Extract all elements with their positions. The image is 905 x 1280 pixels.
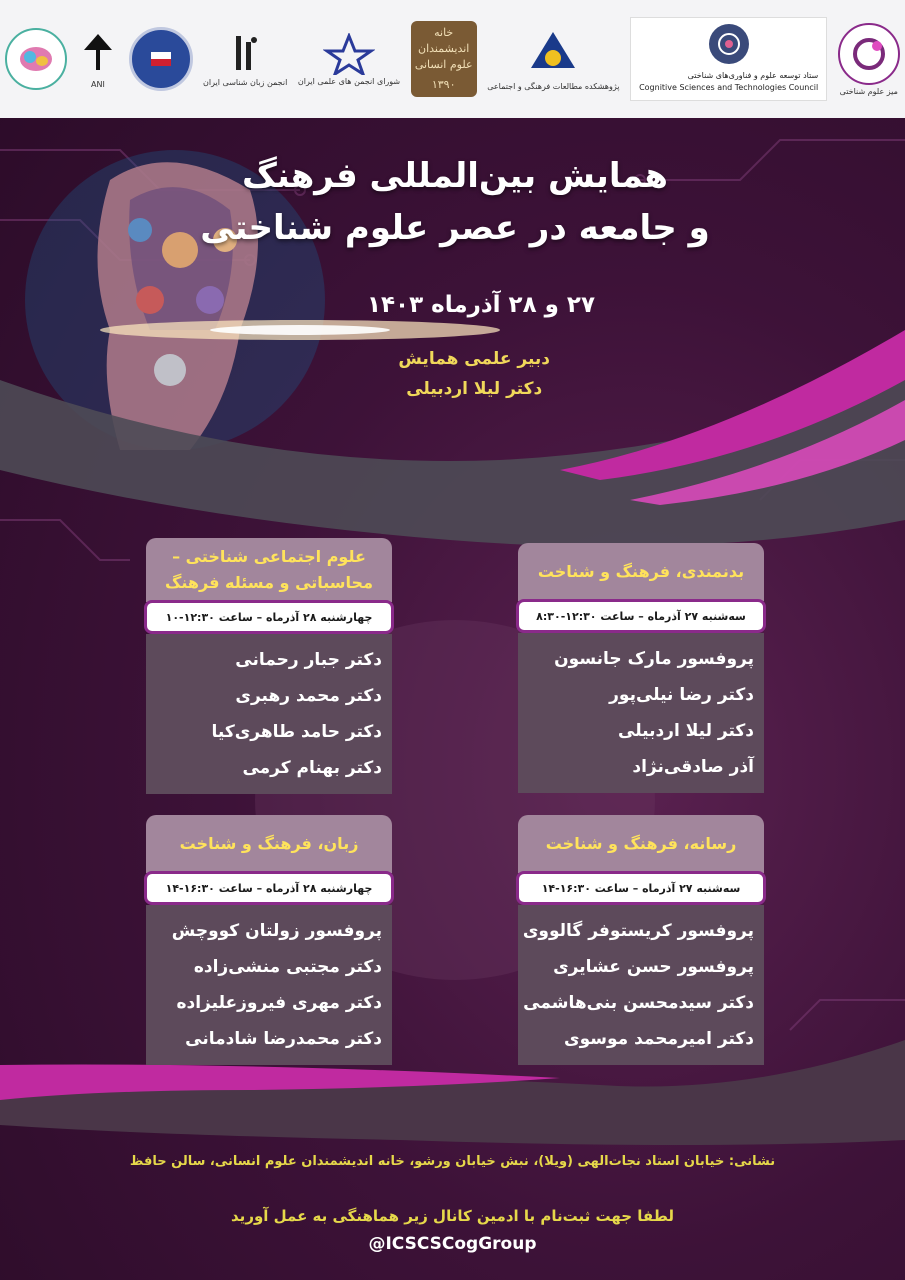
venue-address: نشانی: خیابان استاد نجات‌الهی (ویلا)، نبش خیابان ورشو، خانه اندیشمندان علوم انسانی، سالن حافظ — [129, 1154, 776, 1169]
speaker-list — [518, 905, 764, 1065]
cog-council-en: Cognitive Sciences and Technologies Council — [639, 83, 819, 92]
panel-title-line: محاسباتی و مسئله فرهنگ — [165, 573, 373, 592]
scientific-secretary — [398, 344, 550, 404]
panel-time: سه‌شنبه ۲۷ آذرماه – ساعت ۱۲:۳۰-۸:۳۰ — [516, 599, 766, 633]
logo5-text: خانه اندیشمندان علوم انسانی — [414, 26, 473, 71]
logo1-caption: ANI — [91, 79, 105, 89]
cog-council-logo — [630, 17, 827, 101]
speaker-list — [146, 634, 392, 794]
linguistics-logo — [203, 32, 287, 87]
ani-logo — [78, 30, 118, 89]
panel-title-line: رسانه، فرهنگ و شناخت — [545, 834, 737, 853]
logo4-caption: شورای انجمن های علمی ایران — [297, 76, 401, 86]
panel-language — [146, 815, 392, 1065]
speaker-name: پروفسور حسن عشایری — [553, 957, 754, 977]
secretary-label: دبیر علمی همایش — [398, 349, 550, 369]
panel-computational-social — [146, 538, 392, 794]
humanities-house-icon — [411, 21, 477, 97]
logo6-caption: پژوهشکده مطالعات فرهنگی و اجتماعی — [487, 81, 620, 91]
panel-title — [518, 543, 764, 601]
panel-title — [146, 538, 392, 602]
ani-icon — [78, 30, 118, 78]
panel-time: چهارشنبه ۲۸ آذرماه – ساعت ۱۶:۳۰-۱۴ — [144, 871, 394, 905]
speaker-name: دکتر حامد طاهری‌کیا — [211, 722, 382, 742]
cognitive-desk-logo — [838, 23, 900, 96]
speaker-name: دکتر محمدرضا شادمانی — [185, 1029, 382, 1049]
cog-council-icon — [709, 24, 749, 64]
cog-council-fa: ستاد توسعه علوم و فناوری‌های شناختی — [687, 71, 819, 80]
speaker-name: دکتر محمد رهبری — [235, 686, 382, 706]
secretary-name: دکتر لیلا اردبیلی — [406, 379, 543, 399]
title-line-2: و جامعه در عصر علوم شناختی — [200, 208, 710, 248]
brain-icon — [5, 28, 67, 90]
panel-media — [518, 815, 764, 1065]
speaker-name: پروفسور کریستوفر گالووی — [522, 921, 754, 941]
registration-notice: لطفا جهت ثبت‌نام با ادمین کانال زیر هماهنگی به عمل آورید — [231, 1207, 674, 1225]
speaker-name: دکتر رضا نیلی‌پور — [609, 685, 754, 705]
logo7-caption: میز علوم شناختی — [839, 86, 898, 96]
humanities-house-logo — [411, 21, 477, 97]
institute-logo — [487, 28, 619, 91]
panel-title-line: علوم اجتماعی شناختی – — [172, 547, 366, 566]
institute-icon — [527, 28, 579, 80]
speaker-name: دکتر مجتبی منشی‌زاده — [193, 957, 382, 977]
conference-date: ۲۷ و ۲۸ آذرماه ۱۴۰۳ — [366, 292, 595, 318]
speaker-name: دکتر جبار رحمانی — [235, 650, 382, 670]
panel-title-line: زبان، فرهنگ و شناخت — [179, 834, 359, 853]
cognitive-desk-icon — [838, 23, 900, 85]
psychology-association-icon — [129, 27, 193, 91]
speaker-name: پروفسور مارک جانسون — [554, 649, 754, 669]
brain-logo — [5, 28, 67, 90]
speaker-name: پروفسور زولتان کووچش — [171, 921, 382, 941]
panel-title-line: بدنمندی، فرهنگ و شناخت — [537, 562, 745, 581]
logo3-caption: انجمن زبان شناسی ایران — [203, 77, 288, 87]
panel-embodiment — [518, 543, 764, 793]
title-line-1: همایش بین‌المللی فرهنگ — [242, 156, 668, 196]
speaker-name: دکتر بهنام کرمی — [242, 758, 382, 778]
speaker-name: آذر صادقی‌نژاد — [632, 757, 754, 777]
speaker-list — [518, 633, 764, 793]
panel-title — [518, 815, 764, 873]
speaker-name: دکتر امیرمحمد موسوی — [564, 1029, 754, 1049]
panel-time: سه‌شنبه ۲۷ آذرماه – ساعت ۱۶:۳۰-۱۴ — [516, 871, 766, 905]
linguistics-icon — [230, 32, 260, 76]
channel-handle[interactable]: @ICSCSCogGroup — [368, 1234, 537, 1254]
speaker-name: دکتر سیدمحسن بنی‌هاشمی — [523, 993, 754, 1013]
council-associations-icon — [323, 33, 375, 75]
panel-time: چهارشنبه ۲۸ آذرماه – ساعت ۱۲:۳۰-۱۰ — [144, 600, 394, 634]
conference-title — [135, 150, 775, 254]
panel-title — [146, 815, 392, 873]
speaker-name: دکتر مهری فیروزعلیزاده — [176, 993, 382, 1013]
psychology-association-logo — [129, 27, 193, 91]
speaker-list — [146, 905, 392, 1065]
speaker-name: دکتر لیلا اردبیلی — [618, 721, 754, 741]
council-associations-logo — [298, 33, 400, 86]
sponsor-logo-strip — [0, 0, 905, 118]
logo5-year: ۱۳۹۰ — [431, 78, 456, 91]
